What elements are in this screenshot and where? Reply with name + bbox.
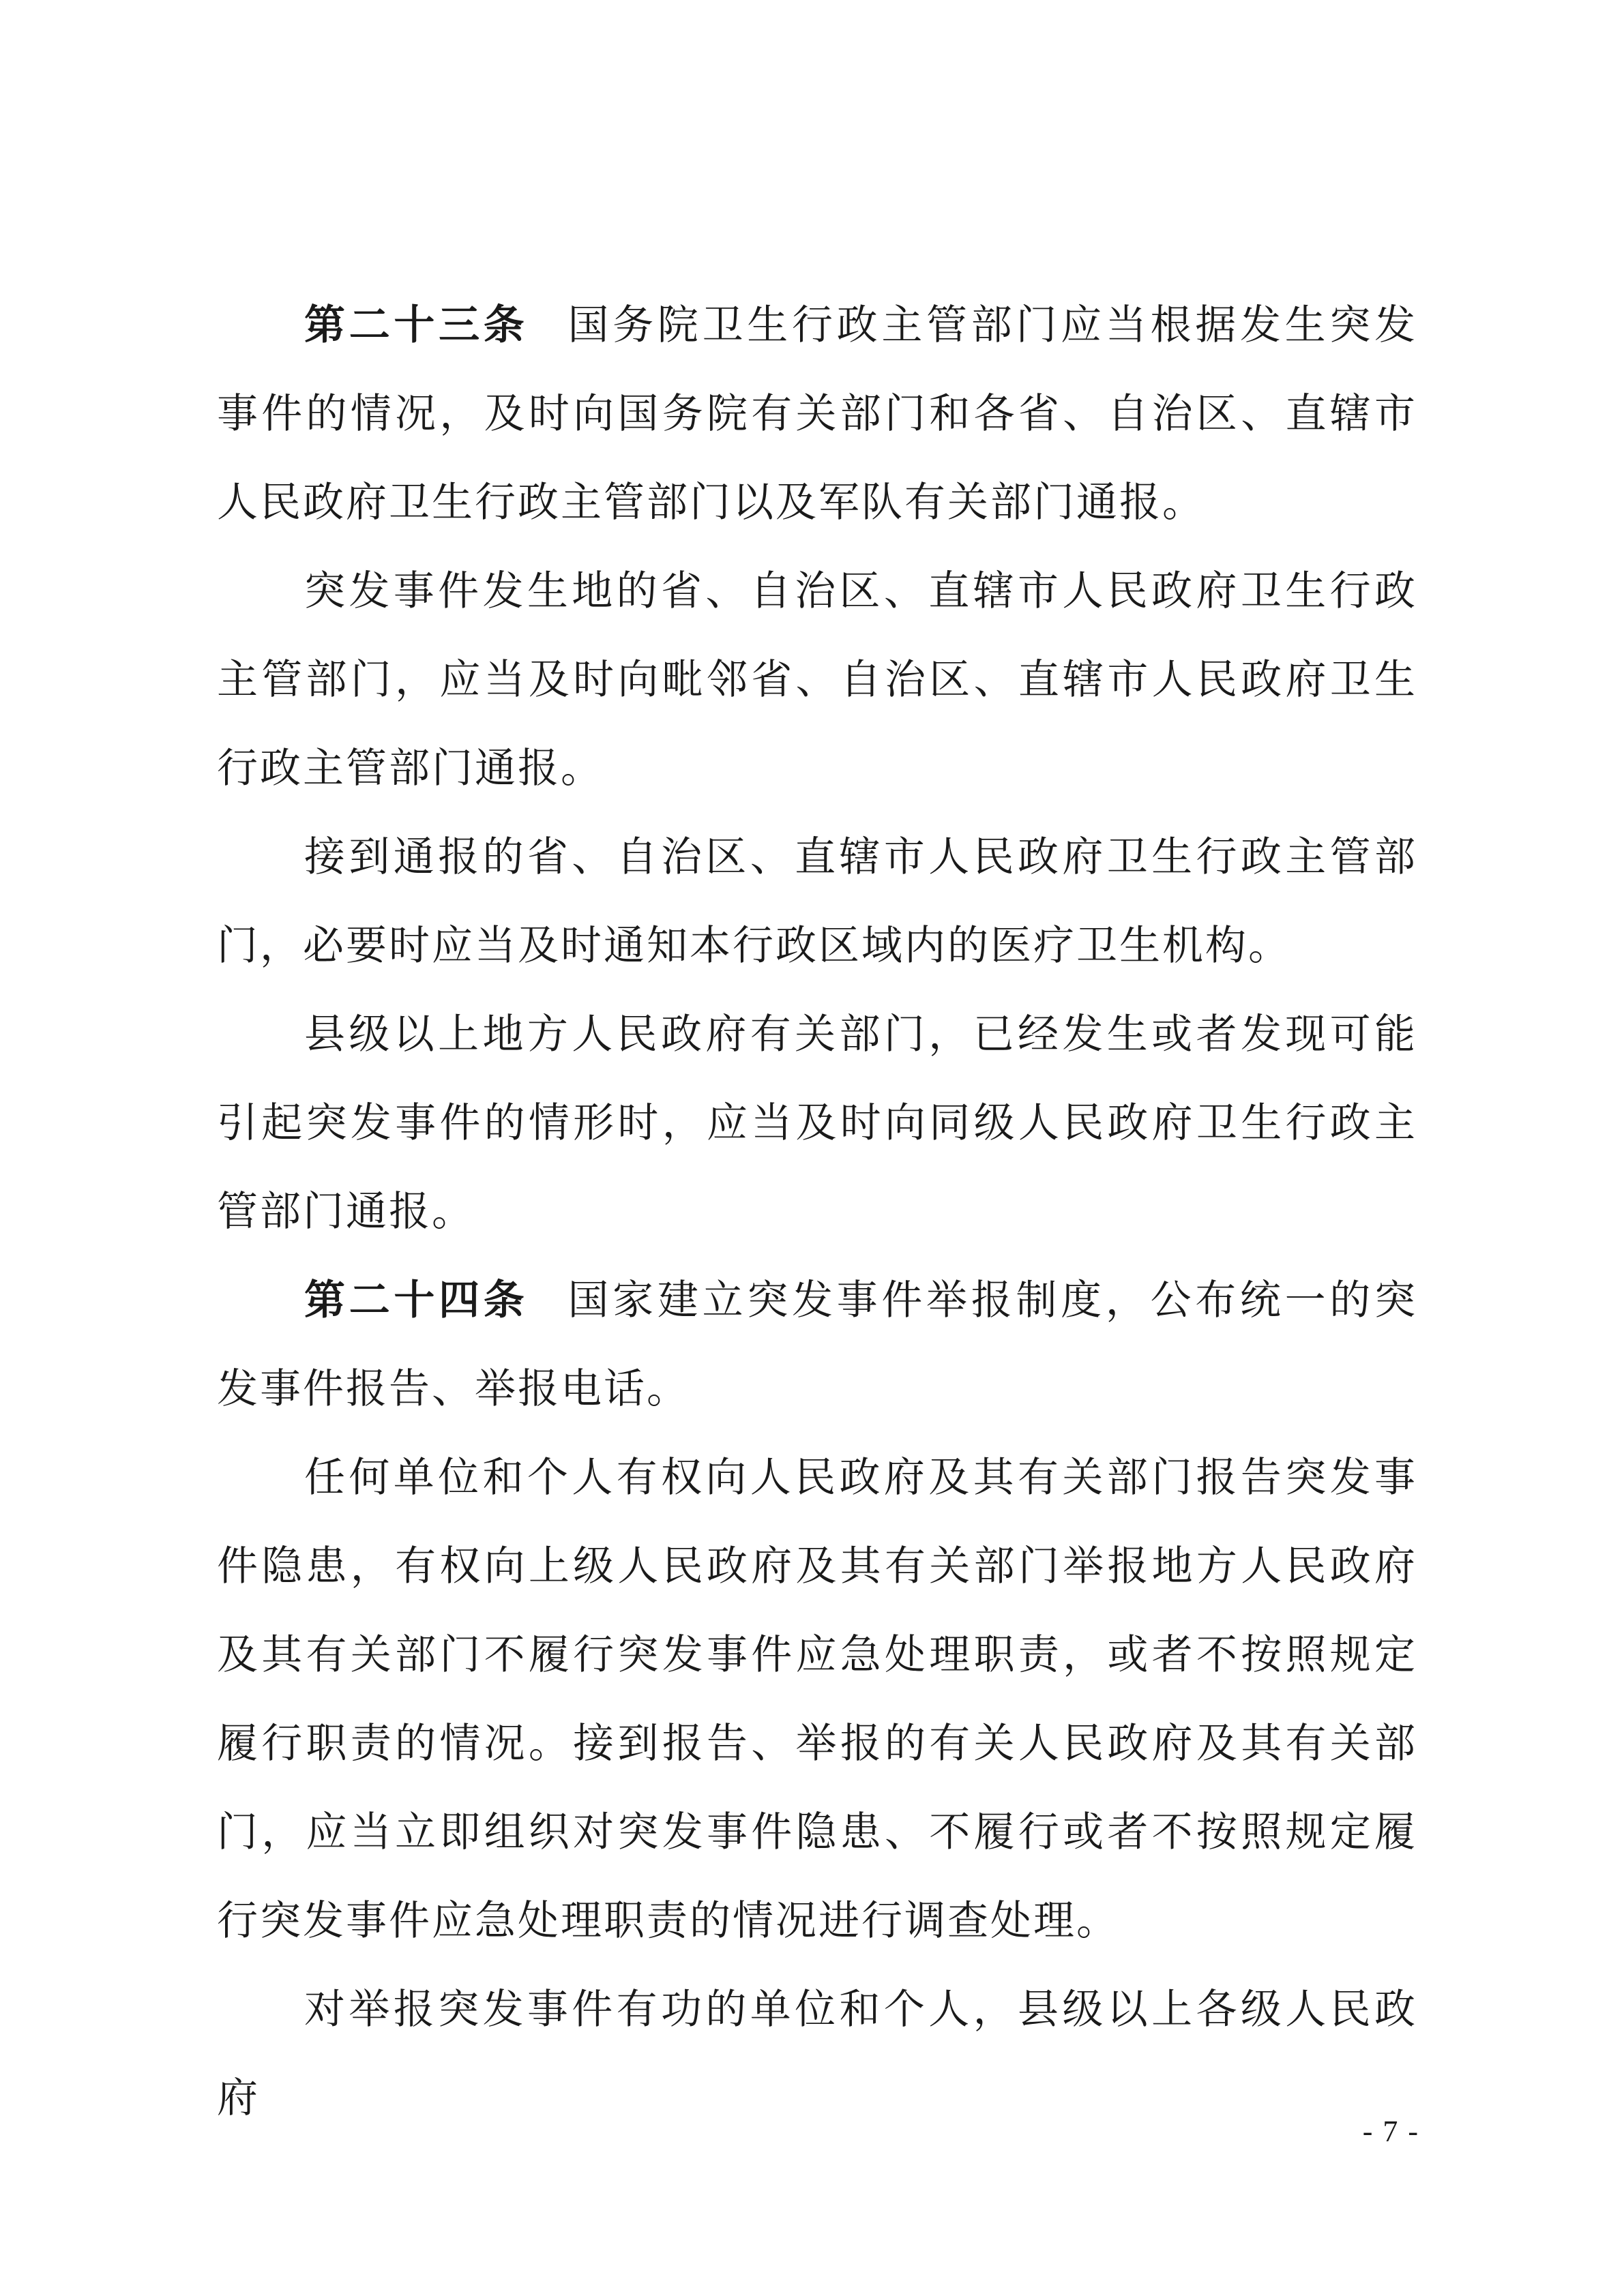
paragraph-text: 接到通报的省、自治区、直辖市人民政府卫生行政主管部门，必要时应当及时通知本行政区域内的医疗卫生机构。 <box>217 833 1417 970</box>
paragraph <box>217 1965 1417 2143</box>
paragraph-text: 任何单位和个人有权向人民政府及其有关部门报告突发事件隐患，有权向上级人民政府及其有关部门举报地方人民政府及其有关部门不履行突发事件应急处理职责，或者不按照规定履行职责的情况。接到报告、举报的有关人民政府及其有关部门，应当立即组织对突发事件隐患、不履行或者不按照规定履行突发事件应急处理职责的情况进行调查处理。 <box>217 1454 1417 1945</box>
paragraph-text: 县级以上地方人民政府有关部门，已经发生或者发现可能引起突发事件的情形时，应当及时向同级人民政府卫生行政主管部门通报。 <box>217 1011 1417 1236</box>
paragraph-text: 突发事件发生地的省、自治区、直辖市人民政府卫生行政主管部门，应当及时向毗邻省、自治区、直辖市人民政府卫生行政主管部门通报。 <box>217 567 1417 792</box>
paragraph <box>217 813 1417 990</box>
paragraph <box>217 547 1417 813</box>
page-number: - 7 - <box>1362 2115 1419 2148</box>
paragraph <box>217 1433 1417 1965</box>
document-body <box>217 281 1417 2143</box>
paragraph <box>217 990 1417 1256</box>
paragraph-text: 国务院卫生行政主管部门应当根据发生突发事件的情况，及时向国务院有关部门和各省、自治区、直辖市人民政府卫生行政主管部门以及军队有关部门通报。 <box>217 301 1418 526</box>
paragraph-text: 对举报突发事件有功的单位和个人，县级以上各级人民政府 <box>217 1986 1417 2122</box>
paragraph-article-24 <box>217 1256 1417 1433</box>
article-heading: 第二十三条 <box>304 301 529 349</box>
article-heading: 第二十四条 <box>304 1277 529 1324</box>
paragraph-article-23 <box>217 281 1417 547</box>
paragraph-text: 国家建立突发事件举报制度，公布统一的突发事件报告、举报电话。 <box>217 1277 1418 1413</box>
